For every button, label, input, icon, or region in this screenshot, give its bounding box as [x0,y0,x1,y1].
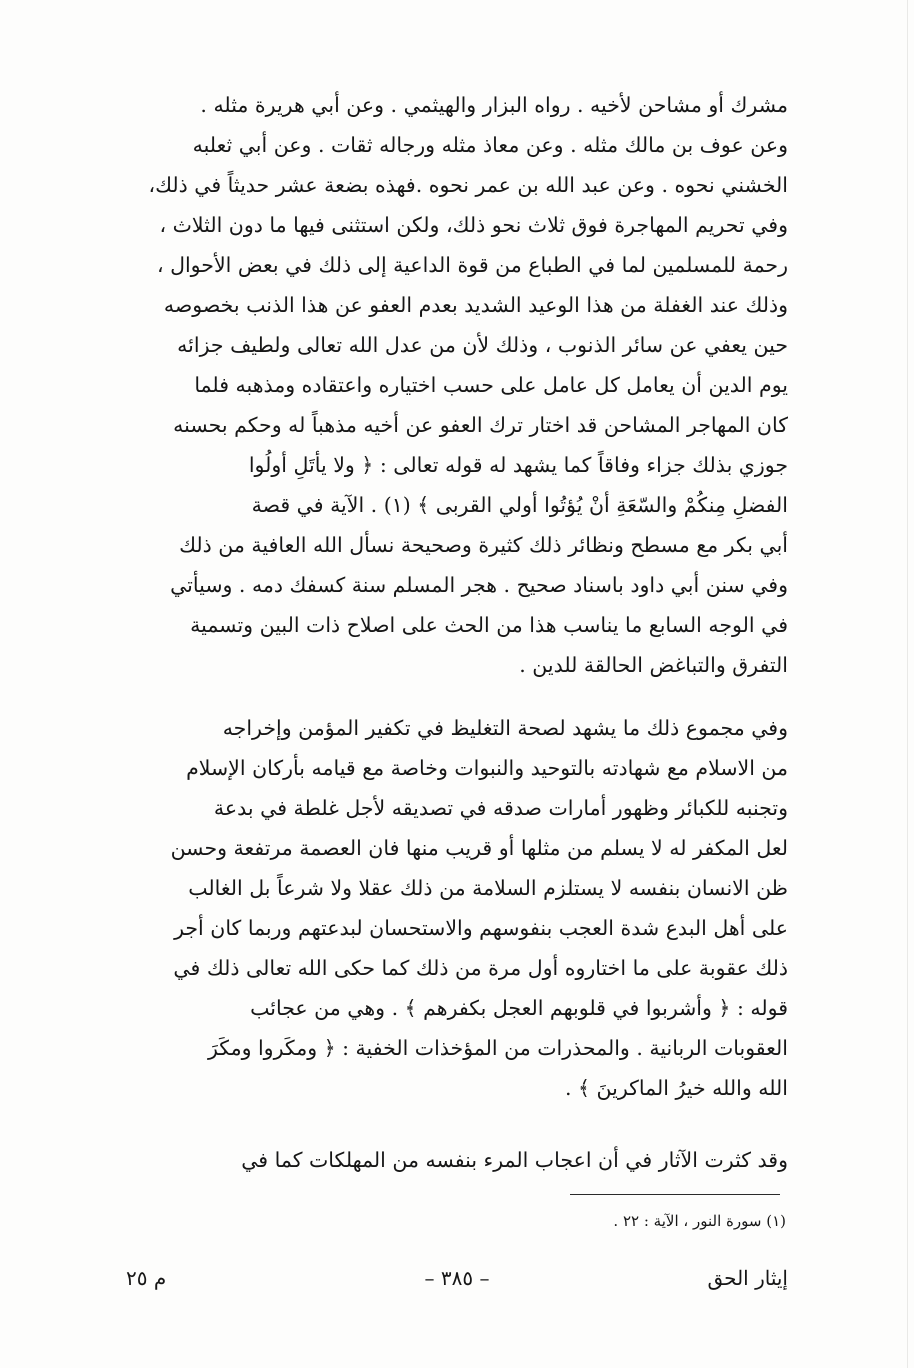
paragraph-2 [126,708,788,1108]
paragraph-1 [126,85,788,685]
running-title: إيثار الحق [707,1266,788,1290]
text-line: التفرق والتباغض الحالقة للدين . [519,653,788,677]
footnote: (١) سورة النور ، الآية : ٢٢ . [613,1212,786,1230]
text-line: حين يعفي عن سائر الذنوب ، وذلك لأن من عدل الله تعالى ولطيف جزائه [177,333,788,357]
text-line: ظن الانسان بنفسه لا يستلزم السلامة من ذلك عقلا ولا شرعاً بل الغالب [188,876,788,900]
text-line: وتجنبه للكبائر وظهور أمارات صدقه في تصديقه لأجل غلطة في بدعة [213,796,788,820]
text-line: ذلك عقوبة على ما اختاروه أول مرة من ذلك كما حكى الله تعالى ذلك في [173,956,788,980]
page-edge [907,0,908,1368]
text-line: وفي مجموع ذلك ما يشهد لصحة التغليظ في تكفير المؤمن وإخراجه [222,716,788,740]
text-line: لعل المكفر له لا يسلم من مثلها أو قريب منها فان العصمة مرتفعة وحسن [170,836,788,860]
text-line: وفي تحريم المهاجرة فوق ثلاث نحو ذلك، ولكن استثنى فيها ما دون الثلاث ، [159,213,788,237]
signature-mark: م ٢٥ [126,1266,167,1290]
text-line: كان المهاجر المشاحن قد اختار ترك العفو عن أخيه مذهباً له وحكم بحسنه [173,413,788,437]
text-line: يوم الدين أن يعامل كل عامل على حسب اختياره واعتقاده ومذهبه فلما [194,373,788,397]
text-line: رحمة للمسلمين لما في الطباع من قوة الداعية إلى ذلك في بعض الأحوال ، [156,253,788,277]
text-line: الله والله خيرُ الماكرينَ ﴾ . [564,1076,788,1100]
text-line: وفي سنن أبي داود باسناد صحيح . هجر المسلم سنة كسفك دمه . وسيأتي [170,573,788,597]
text-line: في الوجه السابع ما يناسب هذا من الحث على اصلاح ذات البين وتسمية [190,613,788,637]
text-line: وعن عوف بن مالك مثله . وعن معاذ مثله ورجاله ثقات . وعن أبي ثعلبه [192,133,788,157]
text-line: العقوبات الربانية . والمحذرات من المؤخذات الخفية : ﴿ ومكَروا ومكَرَ [207,1036,788,1060]
text-line: وذلك عند الغفلة من هذا الوعيد الشديد بعدم العفو عن هذا الذنب بخصوصه [163,293,788,317]
text-line: وقد كثرت الآثار في أن اعجاب المرء بنفسه من المهلكات كما في [241,1148,788,1172]
text-line: الفضلِ مِنكُمْ والسّعَةِ أنْ يُؤتُوا أولي القربى ﴾ (١) . الآية في قصة [251,493,788,517]
text-line: من الاسلام مع شهادته بالتوحيد والنبوات وخاصة مع قيامه بأركان الإسلام [186,756,788,780]
paragraph-3 [126,1140,788,1180]
text-line: جوزي بذلك جزاء وفاقاً كما يشهد له قوله تعالى : ﴿ ولا يأتَلِ أولُوا [248,453,788,477]
text-line: على أهل البدع شدة العجب بنفوسهم والاستحسان لبدعتهم وربما كان أجر [174,916,788,940]
text-line: الخشني نحوه . وعن عبد الله بن عمر نحوه .فهذه بضعة عشر حديثاً في ذلك، [148,173,788,197]
text-line: أبي بكر مع مسطح ونظائر ذلك كثيرة وصحيحة نسأل الله العافية من ذلك [179,533,788,557]
page-footer [126,1260,788,1296]
text-line: مشرك أو مشاحن لأخيه . رواه البزار والهيثمي . وعن أبي هريرة مثله . [200,93,788,117]
footnote-divider [570,1194,780,1195]
page-number: – ٣٨٥ – [424,1266,490,1290]
text-line: قوله : ﴿ وأشربوا في قلوبهم العجل بكفرهم ﴾ . وهي من عجائب [250,996,788,1020]
